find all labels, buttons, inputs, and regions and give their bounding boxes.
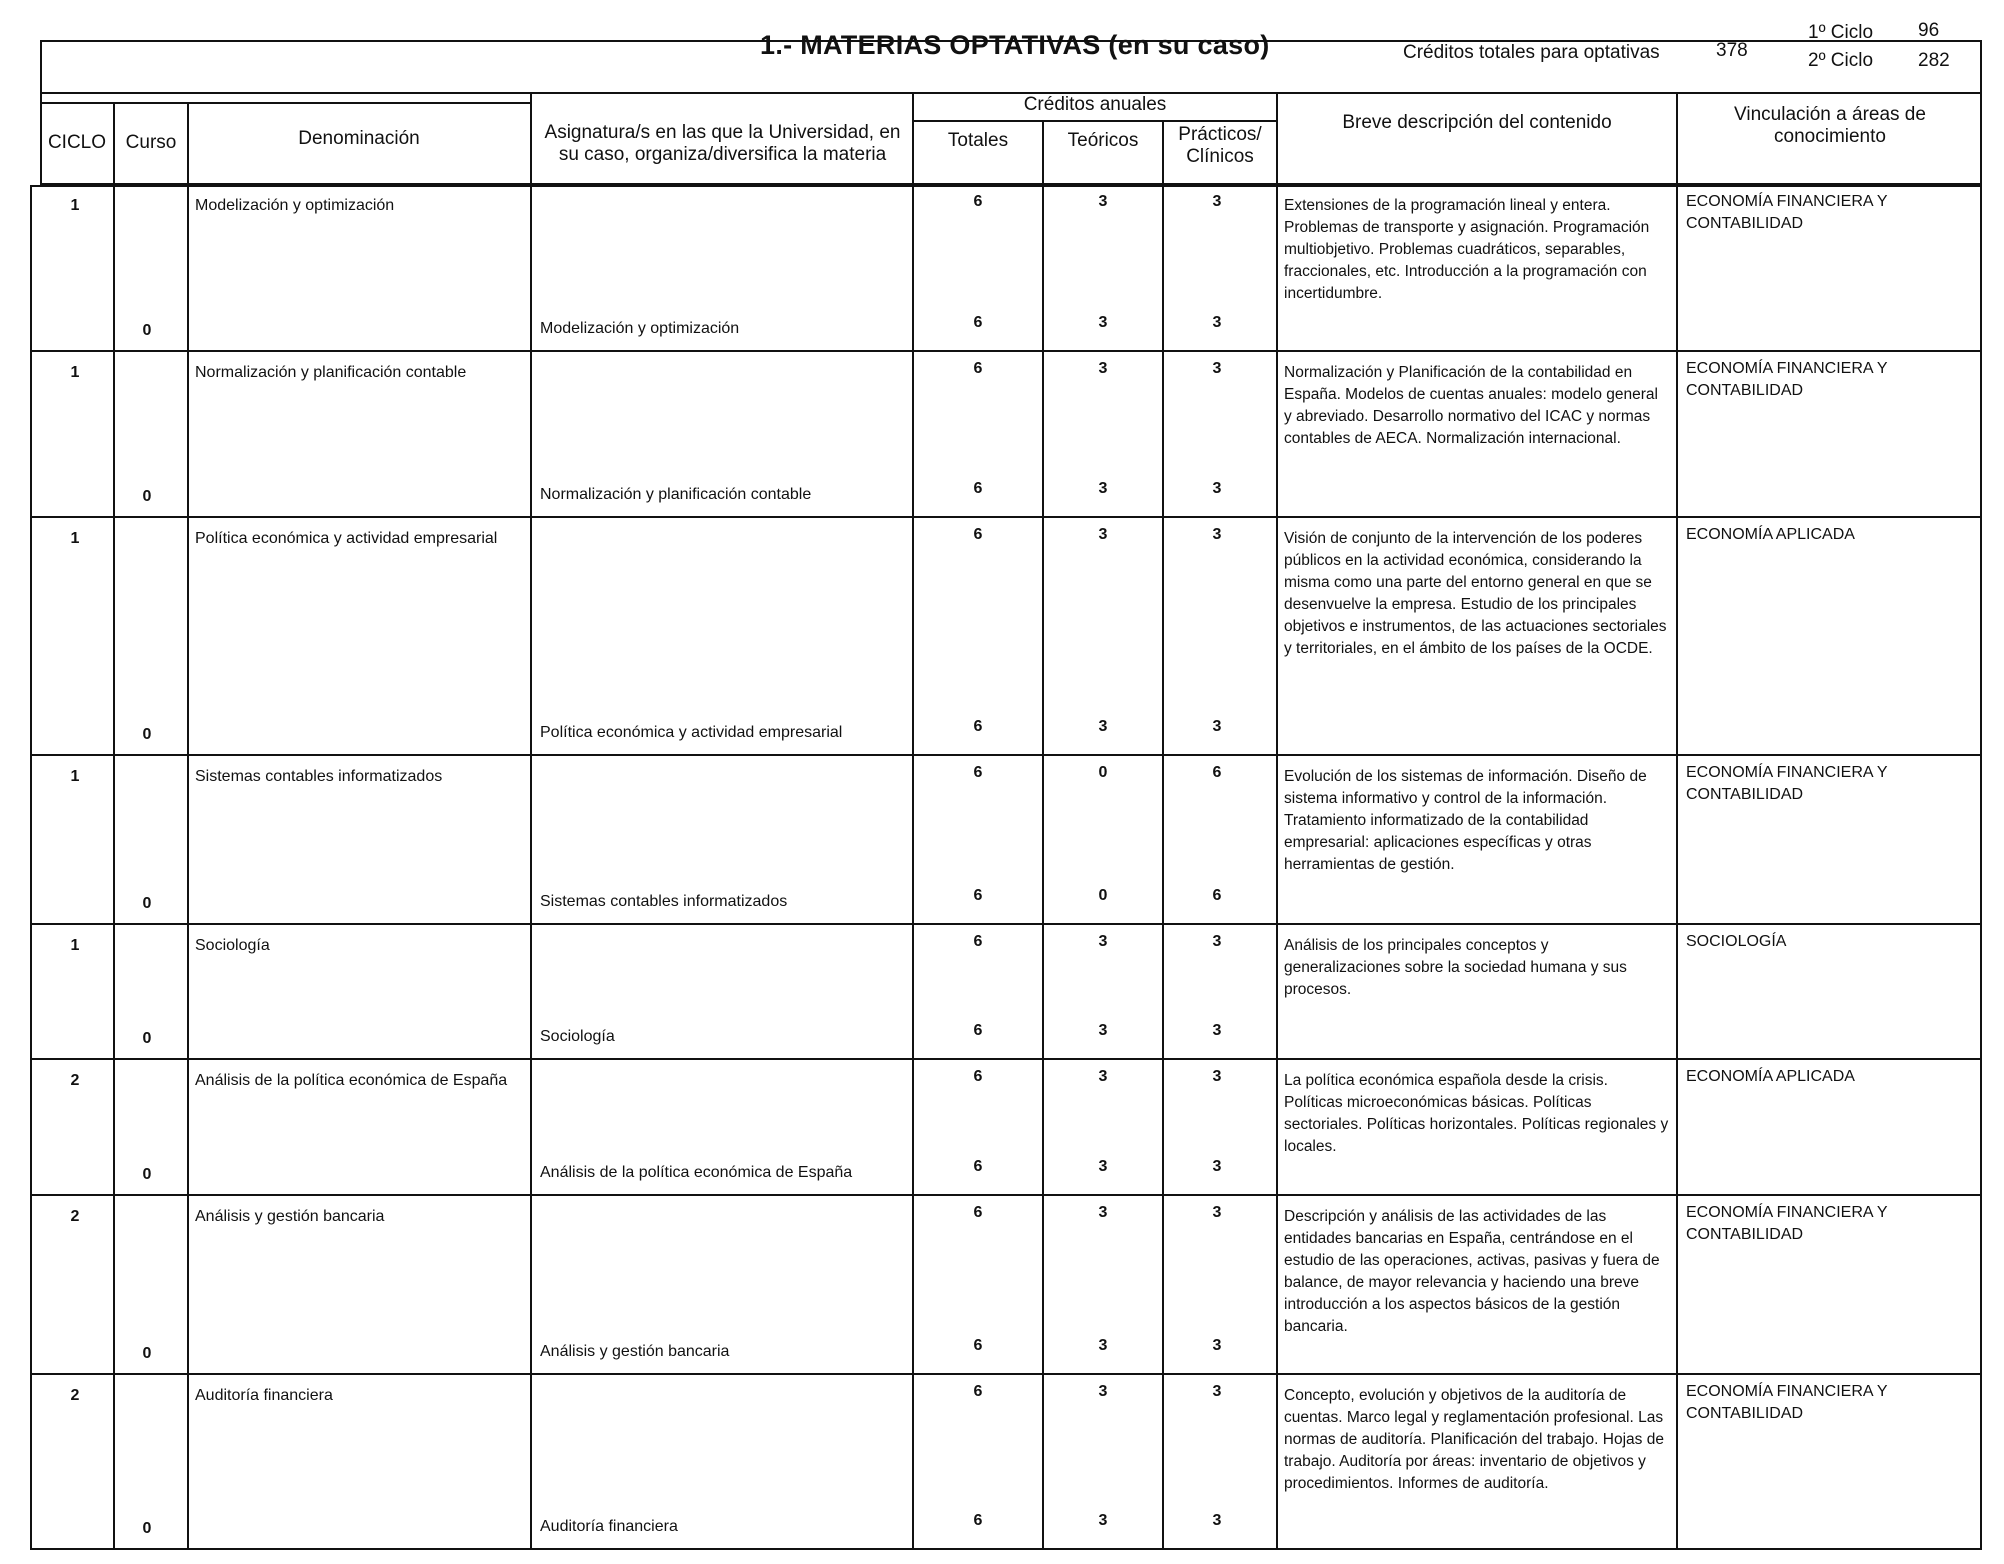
divider — [1676, 1196, 1678, 1375]
ciclo-cell: 1 — [70, 937, 80, 954]
denominacion-cell: Modelización y optimización — [195, 197, 395, 214]
asig-teoricos-cell: 3 — [1098, 314, 1108, 331]
divider — [1042, 1060, 1044, 1196]
divider — [1042, 1196, 1044, 1375]
practicos-cell: 6 — [1212, 764, 1222, 781]
divider — [530, 925, 532, 1060]
area-cell: ECONOMÍA FINANCIERA Y CONTABILIDAD — [1686, 193, 1888, 232]
divider — [1676, 1375, 1678, 1550]
asignatura-cell: Auditoría financiera — [540, 1518, 678, 1535]
teoricos-cell: 3 — [1098, 360, 1108, 377]
divider — [1276, 925, 1278, 1060]
divider — [1042, 1375, 1044, 1550]
divider — [1676, 92, 1678, 185]
descripcion-cell: Normalización y Planificación de la contabilidad en España. Modelos de cuentas anuales: modelo general y abreviado. Desarrollo normativo del ICAC y normas contables de AECA. Normalización internacional. — [1284, 364, 1658, 447]
divider — [530, 1375, 532, 1550]
asig-practicos-cell: 3 — [1212, 1337, 1222, 1354]
asig-teoricos-cell: 3 — [1098, 1337, 1108, 1354]
divider — [187, 756, 189, 925]
divider — [1042, 756, 1044, 925]
totales-cell: 6 — [973, 1068, 983, 1085]
ciclo-cell: 1 — [70, 768, 80, 785]
total-credits-value: 378 — [1716, 40, 1748, 61]
descripcion-cell: La política económica española desde la crisis. Políticas microeconómicas básicas. Políticas sectoriales. Políticas horizontales. Políticas regionales y locales. — [1284, 1072, 1669, 1155]
divider — [1676, 518, 1678, 756]
divider — [912, 518, 914, 756]
asig-teoricos-cell: 0 — [1098, 887, 1108, 904]
asig-totales-cell: 6 — [973, 718, 983, 735]
teoricos-cell: 3 — [1098, 933, 1108, 950]
curso-cell: 0 — [142, 488, 152, 505]
practicos-cell: 3 — [1212, 1204, 1222, 1221]
teoricos-cell: 3 — [1098, 526, 1108, 543]
divider — [1676, 352, 1678, 518]
divider — [1162, 1196, 1164, 1375]
totales-cell: 6 — [973, 933, 983, 950]
curso-cell: 0 — [142, 1520, 152, 1537]
divider — [187, 185, 189, 352]
col-asignaturas: Asignatura/s en las que la Universidad, en su caso, organiza/diversifica la materia — [544, 122, 901, 165]
totales-cell: 6 — [973, 1204, 983, 1221]
divider — [1676, 1060, 1678, 1196]
teoricos-cell: 3 — [1098, 193, 1108, 210]
col-ciclo: CICLO — [47, 132, 107, 153]
denominacion-cell: Sociología — [195, 937, 270, 954]
divider — [912, 925, 914, 1060]
area-cell: SOCIOLOGÍA — [1686, 933, 1787, 950]
cycle2-label: 2º Ciclo — [1808, 50, 1874, 71]
divider — [1042, 185, 1044, 352]
asig-practicos-cell: 3 — [1212, 718, 1222, 735]
area-cell: ECONOMÍA FINANCIERA Y CONTABILIDAD — [1686, 1383, 1888, 1422]
cycle1-value: 96 — [1918, 20, 1940, 41]
divider — [1676, 756, 1678, 925]
descripcion-cell: Descripción y análisis de las actividades de las entidades bancarias en España, centrándose en el estudio de las operaciones, activas, pasivas y fuera de balance, de mayor relevancia y haciendo una breve introducción a los aspectos básicos de la gestión bancaria. — [1284, 1208, 1660, 1335]
divider — [1276, 518, 1278, 756]
area-cell: ECONOMÍA FINANCIERA Y CONTABILIDAD — [1686, 360, 1888, 399]
divider — [1276, 1060, 1278, 1196]
divider — [187, 1196, 189, 1375]
asig-teoricos-cell: 3 — [1098, 1022, 1108, 1039]
area-cell: ECONOMÍA APLICADA — [1686, 1068, 1855, 1085]
denominacion-cell: Análisis de la política económica de España — [195, 1072, 508, 1089]
curso-cell: 0 — [142, 322, 152, 339]
curso-cell: 0 — [142, 1166, 152, 1183]
divider — [530, 1196, 532, 1375]
divider — [530, 352, 532, 518]
divider — [912, 1375, 914, 1550]
divider — [1162, 1375, 1164, 1550]
curso-cell: 0 — [142, 1345, 152, 1362]
divider — [113, 1060, 115, 1196]
denominacion-cell: Política económica y actividad empresarial — [195, 530, 498, 547]
divider — [187, 1375, 189, 1550]
col-vinculacion: Vinculación a áreas de conocimiento — [1734, 104, 1926, 147]
col-creditos-anuales: Créditos anuales — [1023, 94, 1167, 115]
divider — [912, 756, 914, 925]
divider — [1276, 92, 1278, 185]
ciclo-cell: 1 — [70, 530, 80, 547]
divider — [1162, 925, 1164, 1060]
practicos-cell: 3 — [1212, 1383, 1222, 1400]
teoricos-cell: 3 — [1098, 1068, 1108, 1085]
area-cell: ECONOMÍA APLICADA — [1686, 526, 1855, 543]
total-credits-label: Créditos totales para optativas — [1403, 42, 1660, 63]
divider — [530, 518, 532, 756]
asig-practicos-cell: 3 — [1212, 1158, 1222, 1175]
divider — [530, 1060, 532, 1196]
divider — [1276, 352, 1278, 518]
area-cell: ECONOMÍA FINANCIERA Y CONTABILIDAD — [1686, 1204, 1888, 1243]
col-totales: Totales — [947, 130, 1009, 151]
col-teoricos: Teóricos — [1067, 130, 1139, 151]
asig-practicos-cell: 3 — [1212, 314, 1222, 331]
asignatura-cell: Sociología — [540, 1028, 615, 1045]
divider — [530, 185, 532, 352]
divider — [912, 1196, 914, 1375]
cycle1-label: 1º Ciclo — [1808, 22, 1874, 43]
descripcion-cell: Concepto, evolución y objetivos de la auditoría de cuentas. Marco legal y reglamentación profesional. Las normas de auditoría. Planificación del trabajo. Hojas de trabajo. Auditoría por áreas: inventario de objetivos y procedimientos. Informes de auditoría. — [1284, 1387, 1664, 1492]
asig-practicos-cell: 3 — [1212, 480, 1222, 497]
practicos-cell: 3 — [1212, 193, 1222, 210]
descripcion-cell: Evolución de los sistemas de información. Diseño de sistema informativo y control de la información. Tratamiento informatizado de la contabilidad empresarial: aplicaciones específicas y otras herramientas de gestión. — [1284, 768, 1647, 873]
curso-cell: 0 — [142, 726, 152, 743]
divider — [113, 185, 115, 352]
page-title: 1.- MATERIAS OPTATIVAS (en su caso) — [760, 30, 1270, 60]
divider — [912, 1060, 914, 1196]
divider — [1276, 1375, 1278, 1550]
totales-cell: 6 — [973, 360, 983, 377]
asig-totales-cell: 6 — [973, 480, 983, 497]
divider — [113, 352, 115, 518]
divider — [113, 756, 115, 925]
divider — [113, 1196, 115, 1375]
descripcion-cell: Análisis de los principales conceptos y generalizaciones sobre la sociedad humana y sus procesos. — [1284, 937, 1627, 998]
divider — [1162, 352, 1164, 518]
asig-totales-cell: 6 — [973, 1337, 983, 1354]
denominacion-cell: Sistemas contables informatizados — [195, 768, 443, 785]
asignatura-cell: Análisis y gestión bancaria — [540, 1343, 730, 1360]
divider — [113, 1375, 115, 1550]
col-practicos: Prácticos/ Clínicos — [1178, 124, 1262, 167]
practicos-cell: 3 — [1212, 526, 1222, 543]
asig-practicos-cell: 6 — [1212, 887, 1222, 904]
asig-teoricos-cell: 3 — [1098, 480, 1108, 497]
denominacion-cell: Normalización y planificación contable — [195, 364, 467, 381]
col-curso: Curso — [125, 132, 177, 153]
area-cell: ECONOMÍA FINANCIERA Y CONTABILIDAD — [1686, 764, 1888, 803]
divider — [187, 925, 189, 1060]
denominacion-cell: Auditoría financiera — [195, 1387, 333, 1404]
totales-cell: 6 — [973, 1383, 983, 1400]
col-denominacion: Denominación — [298, 128, 420, 149]
divider — [912, 120, 1276, 122]
asig-totales-cell: 6 — [973, 1022, 983, 1039]
asignatura-cell: Modelización y optimización — [540, 320, 740, 337]
divider — [1162, 756, 1164, 925]
divider — [1162, 185, 1164, 352]
denominacion-cell: Análisis y gestión bancaria — [195, 1208, 385, 1225]
asig-totales-cell: 6 — [973, 887, 983, 904]
practicos-cell: 3 — [1212, 1068, 1222, 1085]
divider — [1042, 925, 1044, 1060]
asig-totales-cell: 6 — [973, 1158, 983, 1175]
totales-cell: 6 — [973, 764, 983, 781]
divider — [1276, 1196, 1278, 1375]
divider — [1162, 518, 1164, 756]
divider — [912, 185, 914, 352]
ciclo-cell: 1 — [70, 197, 80, 214]
divider — [187, 518, 189, 756]
ciclo-cell: 2 — [70, 1072, 80, 1089]
divider — [912, 352, 914, 518]
divider — [1042, 518, 1044, 756]
divider — [40, 102, 530, 104]
asig-totales-cell: 6 — [973, 314, 983, 331]
descripcion-cell: Extensiones de la programación lineal y entera. Problemas de transporte y asignación. Programación multiobjetivo. Problemas cuadráticos, separables, fraccionales, etc. Introducción a la programación con incertidumbre. — [1284, 197, 1650, 302]
teoricos-cell: 0 — [1098, 764, 1108, 781]
practicos-cell: 3 — [1212, 933, 1222, 950]
asig-teoricos-cell: 3 — [1098, 718, 1108, 735]
asig-practicos-cell: 3 — [1212, 1512, 1222, 1529]
divider — [1042, 352, 1044, 518]
asig-totales-cell: 6 — [973, 1512, 983, 1529]
descripcion-cell: Visión de conjunto de la intervención de los poderes públicos en la actividad económica, considerando la misma como una parte del entorno general en que se desenvuelve la empresa. Estudio de los principales objetivos e instrumentos, de las actuaciones sectoriales y territoriales, en el ámbito de los países de la OCDE. — [1284, 530, 1667, 657]
asignatura-cell: Análisis de la política económica de España — [540, 1164, 853, 1181]
totales-cell: 6 — [973, 193, 983, 210]
teoricos-cell: 3 — [1098, 1204, 1108, 1221]
asignatura-cell: Sistemas contables informatizados — [540, 893, 788, 910]
col-descripcion: Breve descripción del contenido — [1342, 112, 1612, 133]
asignatura-cell: Política económica y actividad empresarial — [540, 724, 843, 741]
asig-teoricos-cell: 3 — [1098, 1158, 1108, 1175]
divider — [113, 518, 115, 756]
divider — [113, 925, 115, 1060]
divider — [530, 92, 532, 185]
curso-cell: 0 — [142, 895, 152, 912]
practicos-cell: 3 — [1212, 360, 1222, 377]
table-row — [30, 518, 1982, 756]
divider — [530, 756, 532, 925]
asig-teoricos-cell: 3 — [1098, 1512, 1108, 1529]
divider — [1276, 756, 1278, 925]
cycle2-value: 282 — [1918, 50, 1950, 71]
ciclo-cell: 2 — [70, 1208, 80, 1225]
teoricos-cell: 3 — [1098, 1383, 1108, 1400]
totales-cell: 6 — [973, 526, 983, 543]
curso-cell: 0 — [142, 1030, 152, 1047]
asig-practicos-cell: 3 — [1212, 1022, 1222, 1039]
divider — [187, 1060, 189, 1196]
divider — [1276, 185, 1278, 352]
divider — [1676, 925, 1678, 1060]
asignatura-cell: Normalización y planificación contable — [540, 486, 812, 503]
divider — [1676, 185, 1678, 352]
ciclo-cell: 2 — [70, 1387, 80, 1404]
divider — [1162, 1060, 1164, 1196]
ciclo-cell: 1 — [70, 364, 80, 381]
divider — [187, 352, 189, 518]
